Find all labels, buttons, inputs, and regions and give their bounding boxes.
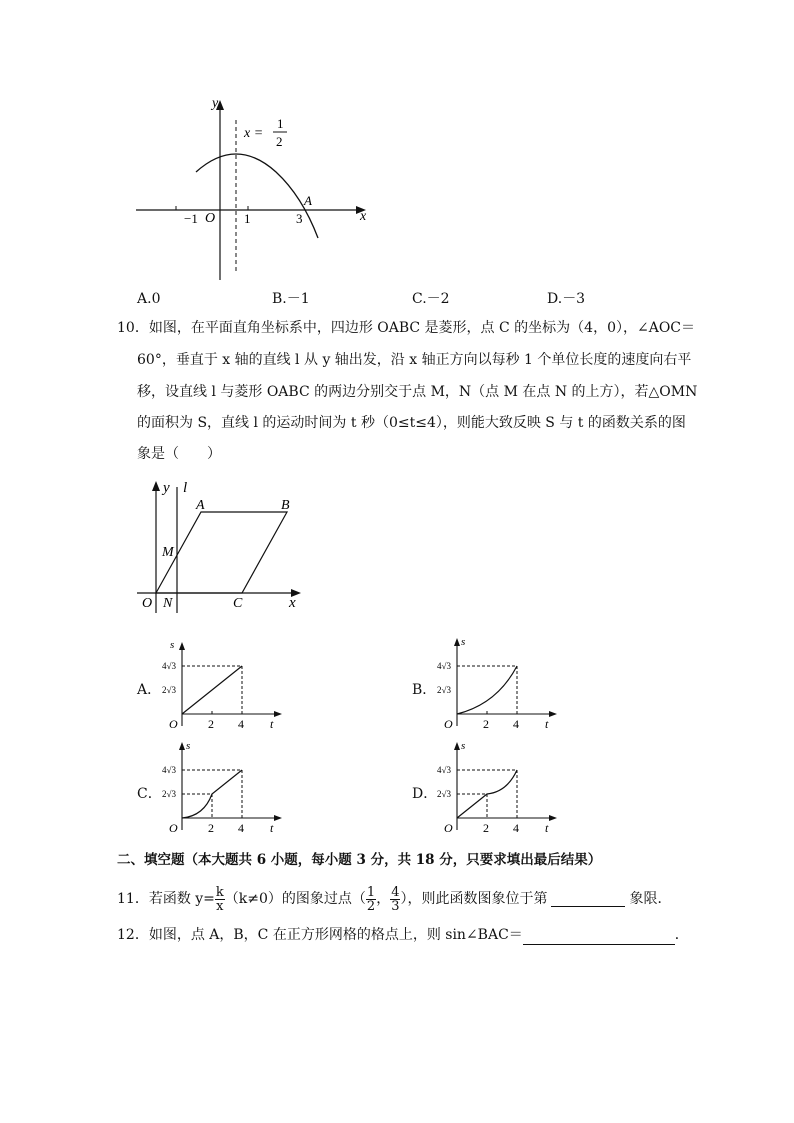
point-c-label: C — [233, 596, 243, 611]
option-a-graph[interactable] — [160, 636, 290, 736]
q11-answer-blank[interactable] — [551, 892, 625, 907]
frac-k: k — [215, 884, 224, 900]
q12-line — [117, 925, 689, 945]
s-axis-arrow — [179, 642, 185, 650]
t-axis-arrow — [549, 711, 557, 717]
origin-label: O — [444, 717, 453, 731]
q9-option-c[interactable]: C.－2 — [412, 291, 450, 307]
t-label: t — [270, 717, 274, 731]
t4-label: 4 — [513, 717, 519, 731]
t2-label: 2 — [483, 821, 489, 835]
q11-point-y: $\frac{4}{3}$ — [391, 884, 400, 914]
q11-mid: ），则此函数图象位于第 — [400, 891, 548, 907]
x-label: x — [360, 209, 367, 224]
y-top-label: 4√3 — [162, 661, 176, 671]
s-t-curve — [182, 666, 242, 714]
y-mid-label: 2√3 — [437, 685, 451, 695]
section-2-heading: 二、填空题（本大题共 6 小题，每小题 3 分，共 18 分，只要求填出最后结果） — [117, 852, 602, 868]
axis-eq-lhs: x = — [244, 126, 264, 141]
s-axis-arrow — [179, 742, 185, 750]
q9-option-d[interactable]: D.－3 — [547, 291, 586, 307]
q11-suffix: 象限． — [629, 891, 672, 907]
s-t-curve — [457, 666, 517, 714]
point-b-label: B — [281, 498, 290, 513]
t4-label: 4 — [238, 821, 244, 835]
tick-1-label: 1 — [244, 211, 251, 226]
point-a-label: A — [304, 193, 312, 208]
t2-label: 2 — [208, 717, 214, 731]
point-o-label: O — [142, 596, 153, 611]
q9-parabola-figure — [130, 92, 380, 284]
t-axis-arrow — [274, 815, 282, 821]
x-label: x — [289, 595, 296, 611]
l-label: l — [183, 480, 188, 496]
tick-3-label: 3 — [296, 211, 303, 226]
s-label: s — [461, 740, 466, 752]
q9-option-b[interactable]: B.－1 — [272, 291, 310, 307]
t4-label: 4 — [238, 717, 244, 731]
origin-label: O — [169, 821, 178, 835]
y-axis-arrow — [152, 481, 160, 491]
t-label: t — [545, 821, 549, 835]
q10-rhombus-figure — [135, 475, 315, 615]
point-m-label: M — [162, 545, 174, 560]
rhombus-oabc — [156, 512, 287, 593]
y-top-label: 4√3 — [162, 765, 176, 775]
q10-line2: 60°，垂直于 x 轴的直线 l 从 y 轴出发，沿 x 轴正方向以每秒 1 个单位长度的速度向右平 — [137, 352, 692, 368]
t-label: t — [270, 821, 274, 835]
q10-line3: 移，设直线 l 与菱形 OABC 的两边分别交于点 M，N（点 M 在点 N 的上方），若△OMN — [137, 384, 698, 400]
y-label: y — [212, 96, 219, 111]
y-mid-label: 2√3 — [162, 789, 176, 799]
origin-label: O — [169, 717, 178, 731]
axis-eq-den: 2 — [276, 134, 283, 149]
axis-eq-num: 1 — [277, 116, 284, 131]
s-label: s — [186, 740, 191, 752]
s-label: s — [461, 636, 466, 648]
y-label: y — [163, 480, 170, 496]
tick-neg1-label: −1 — [184, 211, 198, 226]
origin-label: O — [205, 211, 216, 226]
q11-prefix: 11．若函数 y= — [117, 891, 215, 907]
q12-text: 12．如图，点 A，B，C 在正方形网格的格点上，则 sin∠BAC＝ — [117, 927, 523, 943]
q10-line1: 10．如图，在平面直角坐标系中，四边形 OABC 是菱形，点 C 的坐标为（4，0），∠AOC＝ — [117, 320, 696, 336]
option-c-label[interactable]: C． — [137, 786, 162, 802]
q10-line4: 的面积为 S，直线 l 的运动时间为 t 秒（0≤t≤4），则能大致反映 S 与 t 的函数关系的图 — [137, 415, 686, 431]
t-label: t — [545, 717, 549, 731]
option-d-graph[interactable] — [435, 740, 565, 840]
q9-option-a[interactable]: A.0 — [137, 291, 161, 307]
q11-k-over-x — [215, 886, 225, 913]
origin-label: O — [444, 821, 453, 835]
option-a-label[interactable]: A． — [137, 682, 162, 698]
point-n-label: N — [163, 596, 173, 611]
y-mid-label: 2√3 — [437, 789, 451, 799]
q11-cond: （k≠0）的图象过点（ — [224, 891, 366, 907]
q11-point-x: $\frac{1}{2}$ — [366, 884, 376, 914]
q11-line: 11．若函数 y= $\frac{k}{x}$ （k≠0）的图象过点（ $\frac{1}{2}$ ， $\frac{4}{3}$ ），则此函数图象位于第 象限． — [117, 884, 672, 914]
t2-label: 2 — [483, 717, 489, 731]
frac-x: x — [216, 898, 224, 914]
y-mid-label: 2√3 — [162, 685, 176, 695]
s-axis-arrow — [454, 742, 460, 750]
option-c-graph[interactable] — [160, 740, 290, 840]
q12-end: ． — [674, 927, 689, 943]
s-label: s — [170, 639, 175, 651]
option-b-label[interactable]: B． — [412, 682, 437, 698]
option-b-graph[interactable] — [435, 636, 565, 736]
y-top-label: 4√3 — [437, 661, 451, 671]
point-a-label: A — [196, 498, 205, 513]
t-axis-arrow — [549, 815, 557, 821]
t-axis-arrow — [274, 711, 282, 717]
t4-label: 4 — [513, 821, 519, 835]
option-d-label[interactable]: D． — [412, 786, 438, 802]
q12-answer-blank[interactable] — [523, 930, 675, 945]
q10-line5: 象是（ ） — [137, 446, 221, 462]
t2-label: 2 — [208, 821, 214, 835]
s-axis-arrow — [454, 638, 460, 646]
y-top-label: 4√3 — [437, 765, 451, 775]
